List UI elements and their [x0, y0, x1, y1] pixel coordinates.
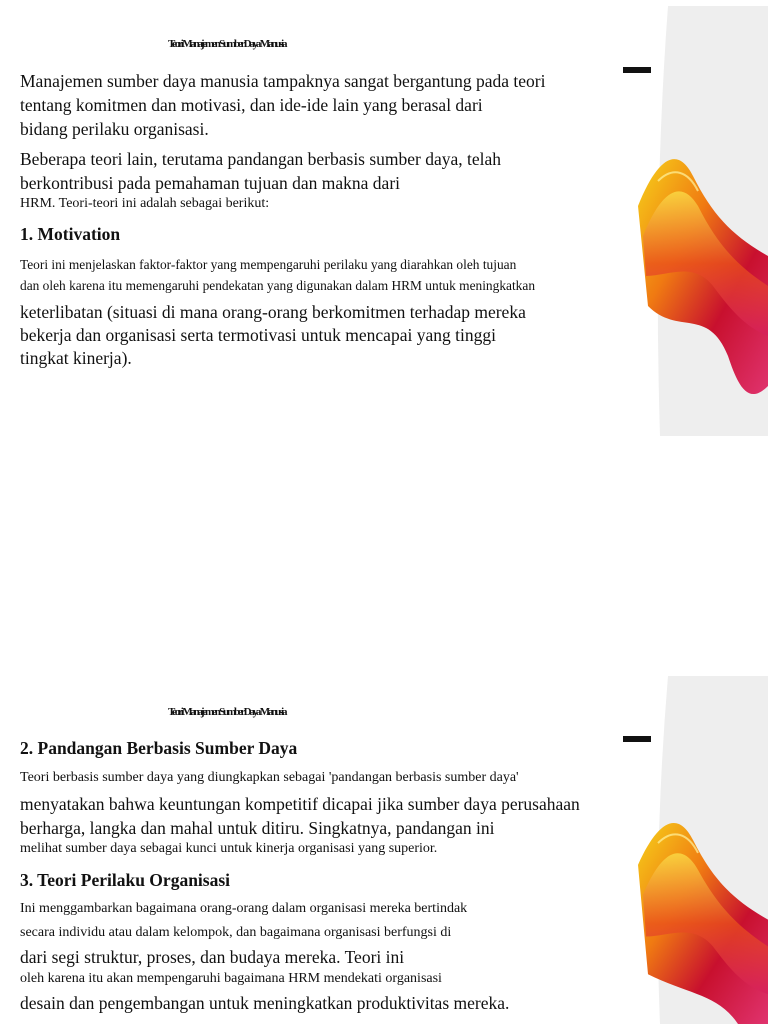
slide-header: Teori Manajemen Sumber Daya Manusia: [168, 38, 286, 50]
section-heading: 1. Motivation: [20, 224, 121, 244]
paragraph-line: Teori ini menjelaskan faktor-faktor yang mempengaruhi perilaku yang diarahkan oleh tujuan: [20, 257, 517, 272]
accent-dash: [623, 67, 651, 73]
section-heading: 2. Pandangan Berbasis Sumber Daya: [20, 738, 298, 758]
paragraph-line: secara individu atau dalam kelompok, dan bagaimana organisasi berfungsi di: [20, 925, 452, 940]
paragraph-line: dan oleh karena itu memengaruhi pendekatan yang digunakan dalam HRM untuk meningkatkan: [20, 278, 536, 293]
paragraph-line: desain dan pengembangan untuk meningkatkan produktivitas mereka.: [20, 993, 510, 1013]
paragraph-line: menyatakan bahwa keuntungan kompetitif dicapai jika sumber daya perusahaan: [20, 794, 580, 814]
paragraph-line: Teori berbasis sumber daya yang diungkapkan sebagai 'pandangan berbasis sumber daya': [20, 770, 519, 785]
section-heading: 3. Teori Perilaku Organisasi: [20, 870, 231, 890]
paragraph-line: Ini menggambarkan bagaimana orang-orang dalam organisasi mereka bertindak: [20, 901, 468, 916]
paragraph-line: Beberapa teori lain, terutama pandangan berbasis sumber daya, telah: [20, 149, 502, 169]
paragraph-line: Manajemen sumber daya manusia tampaknya sangat bergantung pada teori: [20, 71, 546, 91]
paragraph-line: tingkat kinerja).: [20, 348, 132, 368]
paragraph-line: berkontribusi pada pemahaman tujuan dan makna dari: [20, 173, 401, 193]
slide-header: Teori Manajemen Sumber Daya Manusia: [168, 706, 286, 718]
slide-2: [0, 672, 768, 1024]
slide-1: [0, 0, 768, 436]
abstract-wave-graphic: [638, 676, 768, 1024]
paragraph-line: HRM. Teori-teori ini adalah sebagai berikut:: [20, 196, 270, 211]
abstract-wave-graphic: [638, 6, 768, 436]
slide-gap: [0, 436, 768, 672]
paragraph-line: dari segi struktur, proses, dan budaya mereka. Teori ini: [20, 947, 405, 967]
paragraph-line: keterlibatan (situasi di mana orang-orang berkomitmen terhadap mereka: [20, 302, 526, 322]
paragraph-line: melihat sumber daya sebagai kunci untuk kinerja organisasi yang superior.: [20, 841, 438, 856]
paragraph-line: oleh karena itu akan mempengaruhi bagaimana HRM mendekati organisasi: [20, 971, 442, 986]
accent-dash: [623, 736, 651, 742]
paragraph-line: berharga, langka dan mahal untuk ditiru. Singkatnya, pandangan ini: [20, 818, 495, 838]
decorative-wave-panel: [638, 676, 768, 1024]
decorative-wave-panel: [638, 6, 768, 436]
paragraph-line: tentang komitmen dan motivasi, dan ide-ide lain yang berasal dari: [20, 95, 483, 115]
paragraph-line: bekerja dan organisasi serta termotivasi untuk mencapai yang tinggi: [20, 325, 496, 345]
paragraph-line: bidang perilaku organisasi.: [20, 119, 209, 139]
